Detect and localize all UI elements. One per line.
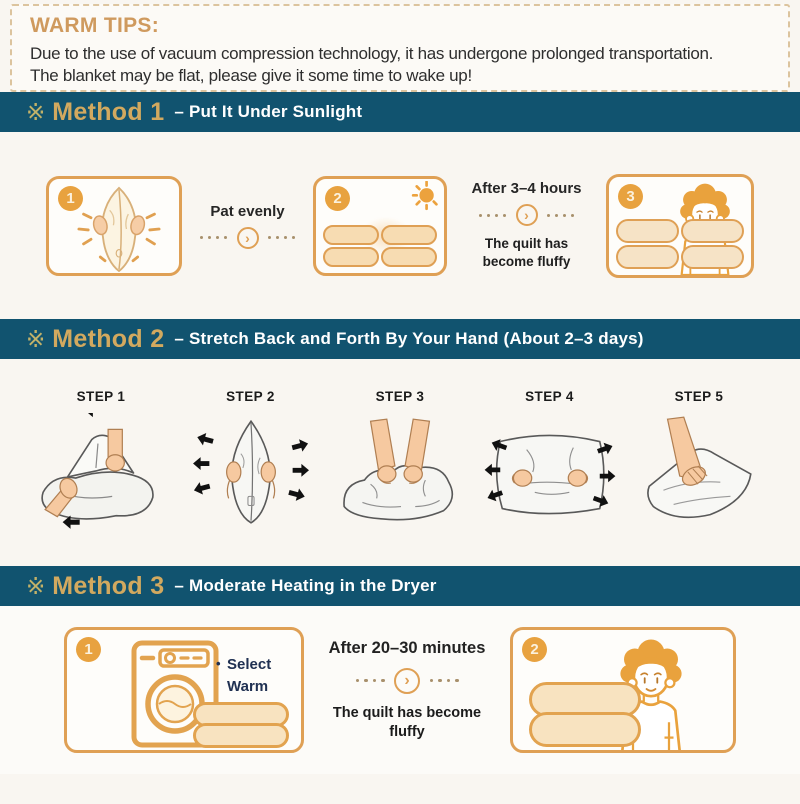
step-4-label: STEP 4 bbox=[525, 389, 574, 404]
method3-transition bbox=[318, 639, 496, 742]
method1-steps-row bbox=[0, 132, 800, 319]
step-2-illustration bbox=[185, 413, 317, 533]
step-2-label: STEP 2 bbox=[226, 389, 275, 404]
pat-evenly-label: Pat evenly bbox=[210, 202, 285, 220]
method3-steps-row bbox=[0, 606, 800, 774]
warm-tips-box bbox=[10, 4, 790, 92]
method2-title: Method 2 bbox=[52, 324, 165, 353]
chevron-right-icon: › bbox=[516, 204, 538, 226]
method1-subtitle: – Put It Under Sunlight bbox=[174, 102, 363, 121]
step-3-illustration bbox=[334, 413, 466, 533]
method1-transition-hours bbox=[460, 180, 594, 270]
step-badge: 2 bbox=[325, 186, 350, 211]
method2-subtitle: – Stretch Back and Forth By Your Hand (About 2–3 days) bbox=[174, 329, 644, 348]
method3-card-result bbox=[510, 627, 736, 753]
quilt-fluffy-caption: The quilt has become fluffy bbox=[332, 704, 482, 740]
method3-card-dryer bbox=[64, 627, 304, 753]
method1-card-result bbox=[606, 174, 754, 278]
method3-subtitle: – Moderate Heating in the Dryer bbox=[174, 576, 437, 595]
step-5 bbox=[628, 389, 770, 566]
fluffy-quilt-illustration bbox=[529, 687, 641, 747]
step-1-label: STEP 1 bbox=[76, 389, 126, 404]
chevron-right-icon: › bbox=[237, 227, 259, 249]
method1-card-pat bbox=[46, 176, 182, 276]
fluffy-quilt-illustration bbox=[616, 219, 744, 269]
mode-line-2: Warm bbox=[227, 677, 269, 695]
mode-line-1: Select bbox=[227, 656, 272, 673]
dotted-arrow-icon bbox=[195, 227, 301, 249]
step-3-label: STEP 3 bbox=[375, 389, 425, 404]
sun-icon bbox=[405, 181, 441, 215]
chevron-right-icon: › bbox=[394, 668, 420, 694]
method2-banner bbox=[0, 319, 800, 359]
method3-banner bbox=[0, 566, 800, 606]
bullet-icon: • bbox=[216, 656, 221, 671]
after-hours-label: After 3–4 hours bbox=[471, 180, 582, 198]
step-badge: 1 bbox=[58, 186, 83, 211]
reference-mark-icon: ※ bbox=[26, 98, 46, 125]
method1-card-sunlight bbox=[313, 176, 447, 276]
step-5-label: STEP 5 bbox=[674, 389, 724, 404]
method2-steps-row bbox=[0, 359, 800, 566]
step-1 bbox=[30, 389, 172, 566]
step-5-illustration bbox=[633, 413, 765, 533]
step-4 bbox=[479, 389, 621, 566]
step-badge: 1 bbox=[76, 637, 101, 662]
reference-mark-icon: ※ bbox=[26, 572, 46, 599]
flat-quilt-illustration bbox=[323, 225, 437, 267]
method1-transition-pat bbox=[195, 203, 301, 249]
step-1-illustration bbox=[35, 413, 167, 533]
dotted-arrow-icon bbox=[460, 204, 594, 226]
step-badge: 2 bbox=[522, 637, 547, 662]
method3-title: Method 3 bbox=[52, 571, 165, 600]
step-3 bbox=[329, 389, 471, 566]
after-minutes-label: After 20–30 minutes bbox=[328, 638, 486, 657]
method1-banner bbox=[0, 92, 800, 132]
step-badge: 3 bbox=[618, 184, 643, 209]
method1-title: Method 1 bbox=[52, 97, 165, 126]
folded-quilt-illustration bbox=[193, 706, 289, 748]
reference-mark-icon: ※ bbox=[26, 325, 46, 352]
dotted-arrow-icon bbox=[318, 668, 496, 694]
care-instructions-infographic bbox=[0, 4, 800, 804]
warm-tips-title: WARM TIPS: bbox=[30, 14, 159, 37]
step-2 bbox=[180, 389, 322, 566]
quilt-fluffy-caption: The quilt has become fluffy bbox=[482, 236, 571, 269]
step-4-illustration bbox=[484, 413, 616, 533]
warm-tips-line1: Due to the use of vacuum compression technology, it has undergone prolonged transportation. bbox=[30, 44, 714, 63]
warm-tips-line2: The blanket may be flat, please give it some time to wake up! bbox=[30, 66, 472, 86]
